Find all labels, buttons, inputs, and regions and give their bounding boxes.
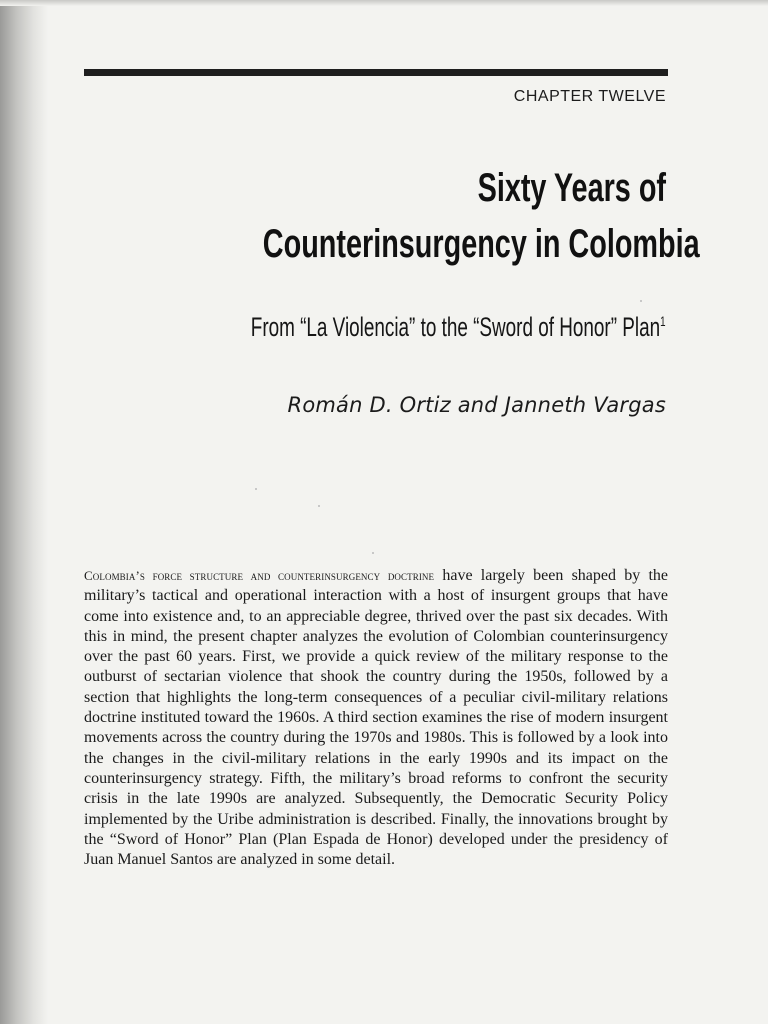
chapter-subtitle-text: From “La Violencia” to the “Sword of Honor” Plan <box>251 312 661 342</box>
chapter-subtitle <box>251 312 666 343</box>
scan-speck <box>255 488 257 490</box>
chapter-authors: Román D. Ortiz and Janneth Vargas <box>287 393 666 417</box>
chapter-title <box>262 160 700 272</box>
chapter-title-line-1: Sixty Years of <box>477 166 666 210</box>
body-paragraph <box>84 566 668 870</box>
scan-speck <box>640 300 642 302</box>
chapter-label: CHAPTER TWELVE <box>513 88 666 105</box>
chapter-rule <box>84 69 668 76</box>
paragraph-lead-in: Colombia’s force structure and counterinsurgency doctrine <box>84 568 435 583</box>
paragraph-text: have largely been shaped by the military’s tactical and operational interaction with a host of insurgent groups that have come into existence and, to an appreciable degree, thrived over the past six decades. With this in mind, the present chapter analyzes the evolution of Colombian counterinsurgency over the past 60 years. First, we provide a quick review of the military response to the outburst of sectarian violence that shook the country during the 1950s, followed by a section that highlights the long-term consequences of a peculiar civil-military relations doctrine instituted toward the 1960s. A third section examines the rise of modern insurgent movements across the country during the 1970s and 1980s. This is followed by a look into the changes in the civil-military relations in the early 1990s and its impact on the counterinsurgency strategy. Fifth, the military’s broad reforms to confront the security crisis in the late 1990s are analyzed. Subsequently, the Democratic Security Policy implemented by the Uribe administration is described. Finally, the innovations brought by the “Sword of Honor” Plan (Plan Espada de Honor) developed under the presidency of Juan Manuel Santos are analyzed in some detail. <box>84 567 668 869</box>
binding-shadow <box>0 0 48 1024</box>
scan-speck <box>372 552 374 554</box>
scan-speck <box>318 505 320 507</box>
chapter-title-line-2: Counterinsurgency in Colombia <box>262 222 700 266</box>
page-top-edge <box>0 0 768 6</box>
footnote-marker: 1 <box>660 313 666 329</box>
